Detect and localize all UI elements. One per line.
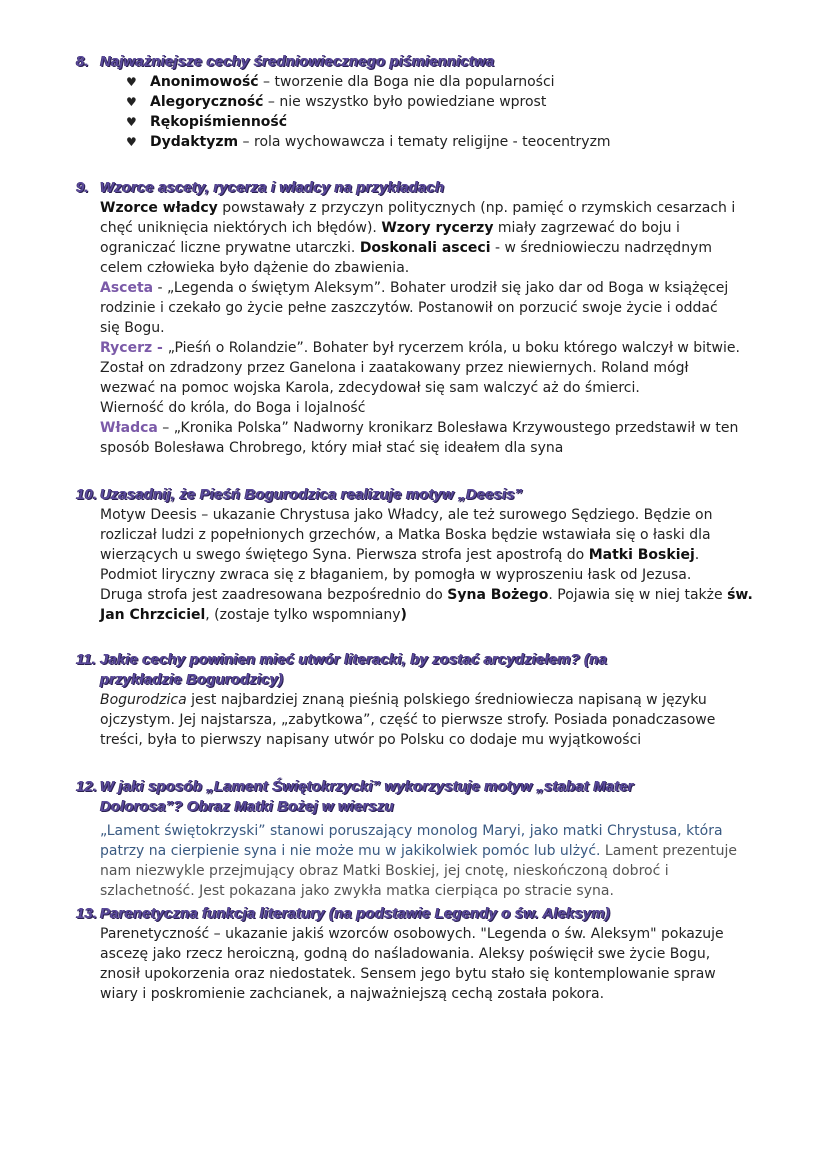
text-line: wezwać na pomoc wojska Karola, zdecydował się sam walczyć aż do śmierci. — [100, 380, 640, 396]
bold-term: ) — [400, 607, 407, 623]
text-span: miały zagrzewać do boju i — [493, 220, 680, 236]
heart-bullet-icon: ♥ — [126, 135, 137, 149]
text-span: . — [694, 547, 700, 563]
text-span: . Pojawia się w niej także — [548, 587, 728, 603]
section-8-heading — [0, 52, 828, 72]
list-item-desc: – rola wychowawcza i tematy religijne - teocentryzm — [238, 134, 611, 150]
section-10-number: 10. — [76, 486, 98, 503]
section-8-title: Najważniejsze cechy średniowiecznego piśmiennictwa — [100, 53, 495, 70]
text-line: rozliczał ludzi z popełnionych grzechów, a Matka Boska będzie wstawiała się o łaski dla — [100, 527, 711, 543]
text-line: rodzinie i czekało go życie pełne zaszczytów. Postanowił on porzucić swoje życie i oddać — [100, 300, 718, 316]
text-line: wiary i poskromienie zachcianek, a najważniejszą cechą została pokora. — [100, 986, 605, 1002]
list-item-term: Rękopiśmienność — [150, 114, 288, 130]
text-line — [100, 238, 784, 258]
section-12-heading — [0, 777, 828, 817]
text-line: Parenetyczność – ukazanie jakiś wzorców osobowych. "Legenda o św. Aleksym" pokazuje — [100, 926, 724, 942]
text-line — [100, 545, 784, 565]
section-11-title-1: Jakie cechy powinien mieć utwór literacki, by zostać arcydziełem? (na — [100, 651, 608, 668]
heart-bullet-icon: ♥ — [126, 95, 137, 109]
bold-term: Wzorce władcy — [100, 200, 218, 216]
text-line: Motyw Deesis – ukazanie Chrystusa jako Władcy, ale też surowego Sędziego. Będzie on — [100, 507, 713, 523]
bold-term: Matki Boskiej — [588, 547, 695, 563]
list-item-desc: – nie wszystko było powiedziane wprost — [263, 94, 547, 110]
text-span: patrzy na cierpienie syna i nie może mu w jakikolwiek pomóc lub ulżyć. — [100, 843, 601, 859]
text-line — [100, 198, 784, 218]
asceta-label: Asceta — [100, 280, 154, 296]
bold-term: Wzory rycerzy — [381, 220, 494, 236]
section-9-title: Wzorce ascety, rycerza i władcy na przykładach — [100, 179, 445, 196]
text-line — [100, 841, 784, 861]
bold-term: Syna Bożego — [447, 587, 549, 603]
text-line — [100, 218, 784, 238]
heart-bullet-icon: ♥ — [126, 75, 137, 89]
text-line: Został on zdradzony przez Ganelona i zaatakowany przez niewiernych. Roland mógł — [100, 360, 689, 376]
text-span: Lament prezentuje — [600, 843, 738, 859]
italic-term: Bogurodzica — [100, 692, 187, 708]
list-item-term: Dydaktyzm — [150, 134, 239, 150]
text-line: treści, była to pierwszy napisany utwór po Polsku co dodaje mu wyjątkowości — [100, 732, 642, 748]
section-10-heading — [0, 485, 828, 505]
section-11-number: 11. — [76, 651, 97, 668]
list-item-desc: – tworzenie dla Boga nie dla popularności — [258, 74, 555, 90]
list-item — [126, 112, 828, 132]
text-line — [100, 418, 784, 438]
section-12 — [0, 777, 828, 901]
list-item-term: Alegoryczność — [150, 94, 264, 110]
bold-term: Jan Chrzciciel — [100, 607, 206, 623]
section-13 — [0, 904, 828, 1004]
section-10 — [0, 485, 828, 625]
text-line: szlachetność. Jest pokazana jako zwykła matka cierpiąca po stracie syna. — [100, 883, 614, 899]
text-line: Wierność do króla, do Boga i lojalność — [100, 400, 366, 416]
section-13-body — [0, 924, 828, 1004]
text-span: wierzących u swego świętego Syna. Pierwsza strofa jest apostrofą do — [100, 547, 589, 563]
section-11-heading — [0, 650, 828, 690]
text-span: Druga strofa jest zaadresowana bezpośrednio do — [100, 587, 448, 603]
bold-term: św. — [727, 587, 753, 603]
text-span: powstawały z przyczyn politycznych (np. pamięć o rzymskich cesarzach i — [217, 200, 736, 216]
section-12-number: 12. — [76, 778, 98, 795]
section-13-title: Parenetyczna funkcja literatury (na podstawie Legendy o św. Aleksym) — [100, 905, 611, 922]
text-span: „Pieśń o Rolandzie”. Bohater był rycerzem króla, u boku którego walczył w bitwie. — [167, 340, 740, 356]
text-line: „Lament świętokrzyski” stanowi poruszający monolog Maryi, jako matki Chrystusa, która — [100, 823, 723, 839]
rycerz-label: Rycerz - — [100, 340, 168, 356]
text-line: ascezę jako rzecz heroiczną, godną do naśladowania. Aleksy poświęcił swe życie Bogu, — [100, 946, 711, 962]
section-13-heading — [0, 904, 828, 924]
section-11-title-2: przykładzie Bogurodzicy) — [100, 671, 284, 688]
text-span: - w średniowieczu nadrzędnym — [490, 240, 712, 256]
section-9-body — [0, 198, 828, 458]
wladca-label: Władca — [100, 420, 158, 436]
text-line: Podmiot liryczny zwraca się z błaganiem, by pomogła w wyproszeniu łask od Jezusa. — [100, 567, 692, 583]
section-13-number: 13. — [76, 905, 98, 922]
text-span: , (zostaje tylko wspomniany — [205, 607, 401, 623]
text-line: nam niezwykle przejmujący obraz Matki Boskiej, jej cnotę, nieskończoną dobroć i — [100, 863, 669, 879]
text-span: ograniczać liczne prywatne utarczki. — [100, 240, 360, 256]
text-line — [100, 690, 784, 710]
section-10-title: Uzasadnij, że Pieśń Bogurodzica realizuje motyw „Deesis” — [100, 486, 523, 503]
text-span: – „Kronika Polska” Nadworny kronikarz Bolesława Krzywoustego przedstawił w ten — [157, 420, 739, 436]
text-line — [100, 585, 784, 605]
section-12-title-2: Dolorosa”? Obraz Matki Bożej w wierszu — [100, 798, 394, 815]
text-line: znosił upokorzenia oraz niedostatek. Sensem jego bytu stało się kontemplowanie spraw — [100, 966, 716, 982]
list-item-term: Anonimowość — [150, 74, 259, 90]
list-item — [126, 132, 828, 152]
text-line: celem człowieka było dążenie do zbawienia. — [100, 260, 410, 276]
text-line — [100, 278, 784, 298]
section-12-title-1: W jaki sposób „Lament Świętokrzycki” wykorzystuje motyw „stabat Mater — [100, 778, 634, 795]
text-line: ojczystym. Jej najstarsza, „zabytkowa”, część to pierwsze strofy. Posiada ponadczasowe — [100, 712, 716, 728]
text-line — [100, 605, 784, 625]
section-11 — [0, 650, 828, 750]
list-item — [126, 92, 828, 112]
text-span: jest najbardziej znaną pieśnią polskiego średniowiecza napisaną w języku — [186, 692, 707, 708]
section-8-number: 8. — [76, 53, 89, 70]
list-item — [126, 72, 828, 92]
text-span: - „Legenda o świętym Aleksym”. Bohater urodził się jako dar od Boga w książęcej — [153, 280, 729, 296]
section-9-number: 9. — [76, 179, 89, 196]
heart-bullet-icon: ♥ — [126, 115, 137, 129]
text-span: chęć uniknięcia niektórych ich błędów). — [100, 220, 382, 236]
section-12-body — [0, 821, 828, 901]
section-11-body — [0, 690, 828, 750]
text-line: się Bogu. — [100, 320, 165, 336]
section-9 — [0, 178, 828, 458]
section-9-heading — [0, 178, 828, 198]
text-line — [100, 338, 784, 358]
text-line: sposób Bolesława Chrobrego, który miał stać się ideałem dla syna — [100, 440, 564, 456]
section-10-body — [0, 505, 828, 625]
section-8-list — [0, 72, 828, 152]
bold-term: Doskonali asceci — [359, 240, 491, 256]
section-8 — [0, 52, 828, 152]
